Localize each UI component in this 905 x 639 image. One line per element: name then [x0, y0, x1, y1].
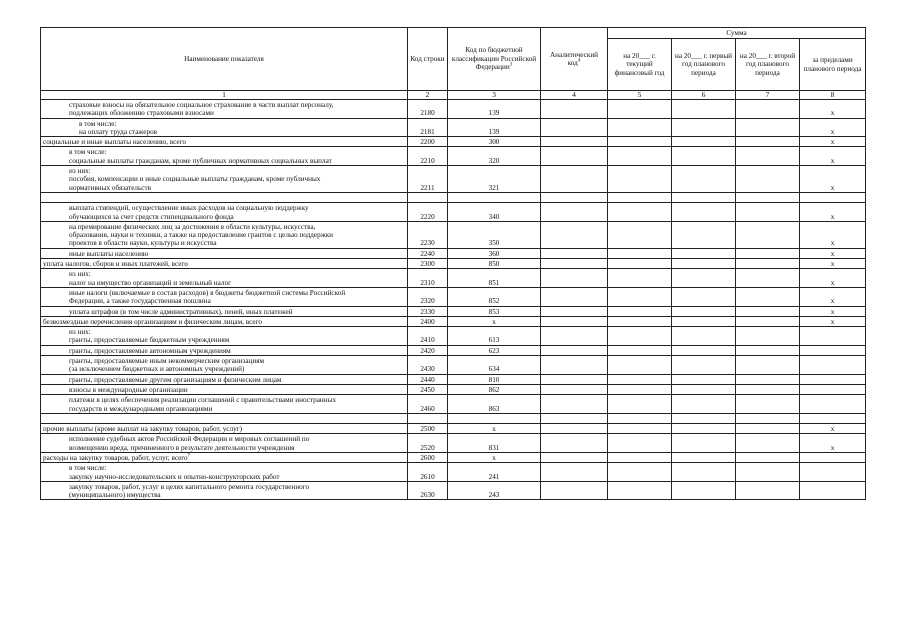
- row-sum-current: [608, 166, 672, 193]
- row-sum-second: [736, 269, 800, 288]
- row-sum-beyond: x: [800, 147, 866, 166]
- row-indicator-name: [41, 147, 408, 166]
- row-name-line: уплата налогов, сборов и иных платежей, всего: [43, 260, 188, 269]
- row-analytic-code: [541, 147, 608, 166]
- column-number: 6: [672, 91, 736, 100]
- row-sum-beyond: [800, 384, 866, 394]
- row-indicator-name: [41, 395, 408, 414]
- row-name-line: в том числе:: [69, 464, 107, 473]
- row-sum-current: [608, 192, 672, 202]
- row-indicator-name: [41, 481, 408, 500]
- header-analytic-footnote: 4: [577, 58, 581, 64]
- row-sum-second: [736, 463, 800, 482]
- budget-expenditure-table: [40, 27, 866, 500]
- table-body: [41, 100, 866, 500]
- row-analytic-code: [541, 434, 608, 453]
- row-sum-beyond: [800, 452, 866, 462]
- row-sum-current: [608, 221, 672, 248]
- row-indicator-name: [41, 316, 408, 326]
- row-budget-code: x: [448, 316, 541, 326]
- row-sum-beyond: [800, 481, 866, 500]
- row-name-line: на премирование физических лиц за достижения в области культуры, искусства,: [69, 222, 316, 231]
- row-name-line: в том числе:: [79, 119, 117, 128]
- row-analytic-code: [541, 203, 608, 222]
- row-name-line: на оплату труда стажеров: [79, 127, 158, 136]
- row-sum-first: [672, 118, 736, 137]
- row-sum-current: [608, 424, 672, 434]
- row-line-code: 2610: [408, 463, 448, 482]
- row-sum-current: [608, 269, 672, 288]
- row-analytic-code: [541, 248, 608, 258]
- row-indicator-name: [41, 269, 408, 288]
- table-row: [41, 269, 866, 288]
- row-sum-current: [608, 316, 672, 326]
- row-budget-code: 613: [448, 327, 541, 346]
- row-analytic-code: [541, 395, 608, 414]
- row-sum-beyond: x: [800, 221, 866, 248]
- row-line-code: [408, 413, 448, 423]
- row-indicator-name: [41, 424, 408, 434]
- row-sum-beyond: [800, 463, 866, 482]
- row-sum-current: [608, 452, 672, 462]
- column-number: 4: [541, 91, 608, 100]
- table-row: [41, 463, 866, 482]
- table-row: [41, 248, 866, 258]
- row-sum-second: [736, 413, 800, 423]
- row-sum-second: [736, 345, 800, 355]
- row-name-line: в том числе:: [69, 148, 107, 157]
- row-sum-second: [736, 374, 800, 384]
- row-sum-current: [608, 345, 672, 355]
- row-sum-second: [736, 192, 800, 202]
- row-sum-first: [672, 192, 736, 202]
- row-sum-current: [608, 374, 672, 384]
- row-name-line: взносы в международные организации: [69, 385, 188, 394]
- row-analytic-code: [541, 374, 608, 384]
- row-indicator-name: [41, 100, 408, 119]
- table-row: [41, 137, 866, 147]
- row-analytic-code: [541, 137, 608, 147]
- row-analytic-code: [541, 306, 608, 316]
- row-analytic-code: [541, 100, 608, 119]
- row-line-code: 2180: [408, 100, 448, 119]
- header-sum: Сумма: [608, 28, 866, 39]
- row-sum-first: [672, 203, 736, 222]
- row-indicator-name: [41, 118, 408, 137]
- row-sum-second: [736, 287, 800, 306]
- row-budget-code: 139: [448, 100, 541, 119]
- row-name-line: социальные и иные выплаты населению, всего: [43, 138, 186, 147]
- table-row: [41, 481, 866, 500]
- row-sum-current: [608, 287, 672, 306]
- row-sum-second: [736, 100, 800, 119]
- table-row: [41, 345, 866, 355]
- row-name-line: обучающихся за счет средств стипендиального фонда: [69, 212, 234, 221]
- row-sum-first: [672, 345, 736, 355]
- row-budget-code: 300: [448, 137, 541, 147]
- row-budget-code: 241: [448, 463, 541, 482]
- row-name-line: возмещению вреда, причиненного в результате деятельности учреждения: [69, 443, 295, 452]
- row-line-code: 2450: [408, 384, 448, 394]
- row-name-line: налог на имущество организаций и земельный налог: [69, 278, 232, 287]
- row-budget-code: 850: [448, 259, 541, 269]
- row-indicator-name: [41, 452, 408, 462]
- header-analytic-code: [541, 28, 608, 91]
- row-budget-code: 862: [448, 384, 541, 394]
- row-sum-beyond: x: [800, 306, 866, 316]
- row-sum-second: [736, 137, 800, 147]
- row-line-code: 2200: [408, 137, 448, 147]
- row-budget-code: x: [448, 452, 541, 462]
- row-name-line: нормативных обязательств: [69, 183, 152, 192]
- row-sum-current: [608, 481, 672, 500]
- row-sum-beyond: [800, 374, 866, 384]
- row-sum-current: [608, 327, 672, 346]
- row-sum-first: [672, 147, 736, 166]
- row-indicator-name: [41, 327, 408, 346]
- row-sum-beyond: [800, 356, 866, 375]
- row-sum-second: [736, 166, 800, 193]
- row-indicator-name: [41, 345, 408, 355]
- row-name-line: из них:: [69, 167, 91, 176]
- row-sum-first: [672, 100, 736, 119]
- header-bcc-text: Код по бюджетной классификации Российской Федерации: [451, 46, 537, 72]
- row-budget-code: 851: [448, 269, 541, 288]
- row-analytic-code: [541, 384, 608, 394]
- row-sum-second: [736, 203, 800, 222]
- row-sum-first: [672, 463, 736, 482]
- table-row: [41, 100, 866, 119]
- row-analytic-code: [541, 221, 608, 248]
- table-row: [41, 434, 866, 453]
- row-sum-second: [736, 316, 800, 326]
- table-row: [41, 166, 866, 193]
- row-indicator-name: [41, 192, 408, 202]
- row-analytic-code: [541, 192, 608, 202]
- row-name-line: исполнение судебных актов Российской Федерации и мировых соглашений по: [69, 435, 310, 444]
- header-beyond-plan: за пределами планового периода: [800, 39, 866, 91]
- header-bcc-footnote: 3: [509, 62, 513, 68]
- row-sum-current: [608, 259, 672, 269]
- table-row: [41, 356, 866, 375]
- table-row: [41, 327, 866, 346]
- row-analytic-code: [541, 463, 608, 482]
- row-line-code: 2520: [408, 434, 448, 453]
- row-line-code: 2230: [408, 221, 448, 248]
- table-row: [41, 306, 866, 316]
- row-name-line: гранты, предоставляемые иным некоммерческим организациям: [69, 357, 265, 366]
- row-sum-second: [736, 395, 800, 414]
- row-analytic-code: [541, 166, 608, 193]
- row-sum-current: [608, 100, 672, 119]
- row-sum-first: [672, 306, 736, 316]
- row-budget-code: 831: [448, 434, 541, 453]
- row-analytic-code: [541, 259, 608, 269]
- row-sum-first: [672, 287, 736, 306]
- row-budget-code: x: [448, 424, 541, 434]
- row-sum-first: [672, 316, 736, 326]
- row-sum-first: [672, 259, 736, 269]
- row-budget-code: 139: [448, 118, 541, 137]
- row-line-code: 2210: [408, 147, 448, 166]
- row-sum-beyond: x: [800, 424, 866, 434]
- row-sum-current: [608, 248, 672, 258]
- row-indicator-name: [41, 137, 408, 147]
- row-name-line: из них:: [69, 270, 91, 279]
- row-name-line: гранты, предоставляемые автономным учреждениям: [69, 346, 231, 355]
- row-line-code: 2240: [408, 248, 448, 258]
- table-row: [41, 147, 866, 166]
- header-line-code: Код строки: [408, 28, 448, 91]
- row-sum-first: [672, 221, 736, 248]
- table-row: [41, 259, 866, 269]
- row-name-line: подлежащих обложению страховыми взносами: [69, 109, 214, 118]
- row-budget-code: 243: [448, 481, 541, 500]
- row-indicator-name: [41, 248, 408, 258]
- row-sum-current: [608, 356, 672, 375]
- table-row: [41, 118, 866, 137]
- row-sum-first: [672, 384, 736, 394]
- table-row: [41, 203, 866, 222]
- row-sum-beyond: x: [800, 100, 866, 119]
- row-name-line: гранты, предоставляемые бюджетным учреждениям: [69, 336, 230, 345]
- row-name-line: (муниципального) имущества: [69, 491, 161, 500]
- row-sum-second: [736, 118, 800, 137]
- table-row: [41, 424, 866, 434]
- row-sum-beyond: [800, 327, 866, 346]
- row-line-code: 2430: [408, 356, 448, 375]
- row-sum-first: [672, 434, 736, 453]
- row-sum-second: [736, 356, 800, 375]
- table-row: [41, 374, 866, 384]
- header-budget-classification-code: [448, 28, 541, 91]
- row-line-code: [408, 192, 448, 202]
- table-row: [41, 452, 866, 462]
- row-sum-beyond: [800, 413, 866, 423]
- row-name-line: пособия, компенсации и иные социальные выплаты гражданам, кроме публичных: [69, 175, 321, 184]
- row-sum-first: [672, 137, 736, 147]
- column-number: 8: [800, 91, 866, 100]
- row-budget-code: [448, 192, 541, 202]
- row-indicator-name: [41, 356, 408, 375]
- row-line-code: 2630: [408, 481, 448, 500]
- row-name-line: платежи в целях обеспечения реализации соглашений с правительствами иностранных: [69, 396, 337, 405]
- row-sum-beyond: x: [800, 259, 866, 269]
- row-indicator-name: [41, 203, 408, 222]
- row-name-line: расходы на закупку товаров, работ, услуг, всего: [43, 453, 188, 462]
- row-sum-second: [736, 259, 800, 269]
- row-name-line: страховые взносы на обязательное социальное страхование в части выплат персоналу,: [69, 101, 334, 109]
- row-analytic-code: [541, 481, 608, 500]
- row-sum-first: [672, 374, 736, 384]
- row-budget-code: 321: [448, 166, 541, 193]
- row-indicator-name: [41, 221, 408, 248]
- row-name-line: иные налоги (включаемые в состав расходов) в бюджеты бюджетной системы Российской: [69, 288, 346, 297]
- row-analytic-code: [541, 327, 608, 346]
- row-name-line: уплата штрафов (в том числе административных), пеней, иных платежей: [69, 307, 293, 316]
- table-row: [41, 221, 866, 248]
- row-indicator-name: [41, 306, 408, 316]
- row-sum-first: [672, 424, 736, 434]
- row-budget-code: 634: [448, 356, 541, 375]
- row-analytic-code: [541, 452, 608, 462]
- row-sum-beyond: [800, 395, 866, 414]
- row-budget-code: 320: [448, 147, 541, 166]
- row-sum-first: [672, 166, 736, 193]
- row-name-line: Федерации, а также государственная пошлина: [69, 297, 211, 306]
- row-analytic-code: [541, 345, 608, 355]
- row-name-line: (за исключением бюджетных и автономных учреждений): [69, 365, 245, 374]
- row-sum-first: [672, 269, 736, 288]
- row-sum-current: [608, 203, 672, 222]
- row-line-code: 2410: [408, 327, 448, 346]
- row-budget-code: 863: [448, 395, 541, 414]
- row-sum-beyond: x: [800, 118, 866, 137]
- row-indicator-name: [41, 434, 408, 453]
- row-sum-current: [608, 395, 672, 414]
- row-budget-code: 340: [448, 203, 541, 222]
- header-first-plan-year: на 20___ г. первый год планового периода: [672, 39, 736, 91]
- row-analytic-code: [541, 269, 608, 288]
- row-line-code: 2330: [408, 306, 448, 316]
- row-sum-second: [736, 327, 800, 346]
- row-sum-second: [736, 424, 800, 434]
- row-name-line: закупку научно-исследовательских и опытно-конструкторских работ: [69, 472, 280, 481]
- row-name-line: образования, науки и техники, а также на предоставление грантов с целью поддержки: [69, 231, 334, 240]
- row-sum-current: [608, 463, 672, 482]
- row-indicator-name: [41, 463, 408, 482]
- row-name-line: гранты, предоставляемые другим организациям и физическим лицам: [69, 375, 282, 384]
- row-analytic-code: [541, 316, 608, 326]
- row-budget-code: 852: [448, 287, 541, 306]
- row-analytic-code: [541, 424, 608, 434]
- row-budget-code: 623: [448, 345, 541, 355]
- row-sum-first: [672, 395, 736, 414]
- column-number: 3: [448, 91, 541, 100]
- row-line-code: 2460: [408, 395, 448, 414]
- row-sum-beyond: x: [800, 166, 866, 193]
- row-name-line: государств и международными организациями: [69, 404, 213, 413]
- row-sum-beyond: x: [800, 316, 866, 326]
- row-indicator-name: [41, 259, 408, 269]
- row-sum-second: [736, 452, 800, 462]
- row-sum-first: [672, 248, 736, 258]
- table-row: [41, 316, 866, 326]
- row-sum-first: [672, 481, 736, 500]
- row-line-code: 2600: [408, 452, 448, 462]
- row-analytic-code: [541, 287, 608, 306]
- row-budget-code: 853: [448, 306, 541, 316]
- row-line-code: 2181: [408, 118, 448, 137]
- row-sum-beyond: [800, 192, 866, 202]
- row-sum-beyond: x: [800, 248, 866, 258]
- row-sum-beyond: x: [800, 434, 866, 453]
- row-line-code: 2440: [408, 374, 448, 384]
- row-sum-first: [672, 327, 736, 346]
- row-indicator-name: [41, 384, 408, 394]
- row-line-code: 2211: [408, 166, 448, 193]
- row-name-line: безвозмездные перечисления организациям и физическим лицам, всего: [43, 317, 262, 326]
- column-number-row: [41, 91, 866, 100]
- row-sum-second: [736, 221, 800, 248]
- row-footnote: 7: [187, 453, 191, 459]
- table-row: [41, 413, 866, 423]
- row-line-code: 2310: [408, 269, 448, 288]
- row-sum-beyond: [800, 345, 866, 355]
- row-line-code: 2500: [408, 424, 448, 434]
- row-sum-second: [736, 481, 800, 500]
- row-analytic-code: [541, 118, 608, 137]
- row-line-code: 2320: [408, 287, 448, 306]
- row-sum-beyond: x: [800, 203, 866, 222]
- row-sum-second: [736, 248, 800, 258]
- header-second-plan-year: на 20___ г. второй год планового периода: [736, 39, 800, 91]
- row-sum-current: [608, 118, 672, 137]
- row-analytic-code: [541, 413, 608, 423]
- row-budget-code: [448, 413, 541, 423]
- column-number: 1: [41, 91, 408, 100]
- row-name-line: иные выплаты населению: [69, 249, 149, 258]
- table-row: [41, 287, 866, 306]
- row-sum-second: [736, 147, 800, 166]
- row-sum-second: [736, 384, 800, 394]
- row-sum-second: [736, 306, 800, 316]
- row-sum-beyond: x: [800, 137, 866, 147]
- column-number: 2: [408, 91, 448, 100]
- row-sum-second: [736, 434, 800, 453]
- row-sum-current: [608, 413, 672, 423]
- row-sum-current: [608, 147, 672, 166]
- row-sum-current: [608, 384, 672, 394]
- row-sum-current: [608, 137, 672, 147]
- column-number: 5: [608, 91, 672, 100]
- row-name-line: проектов в области науки, культуры и искусства: [69, 239, 217, 248]
- header-current-year: на 20___ г. текущий финансовый год: [608, 39, 672, 91]
- table-row: [41, 395, 866, 414]
- row-line-code: 2420: [408, 345, 448, 355]
- row-name-line: закупку товаров, работ, услуг в целях капитального ремонта государственного: [69, 482, 310, 491]
- row-sum-first: [672, 356, 736, 375]
- row-sum-current: [608, 434, 672, 453]
- row-name-line: прочие выплаты (кроме выплат на закупку товаров, работ, услуг): [43, 425, 243, 434]
- row-sum-first: [672, 452, 736, 462]
- row-analytic-code: [541, 356, 608, 375]
- row-name-line: из них:: [69, 328, 91, 337]
- row-line-code: 2300: [408, 259, 448, 269]
- row-line-code: 2400: [408, 316, 448, 326]
- row-budget-code: 360: [448, 248, 541, 258]
- row-sum-beyond: x: [800, 269, 866, 288]
- row-sum-current: [608, 306, 672, 316]
- column-number: 7: [736, 91, 800, 100]
- row-line-code: 2220: [408, 203, 448, 222]
- header-analytic-text: Аналитический код: [549, 50, 599, 67]
- table-row: [41, 384, 866, 394]
- row-name-line: выплата стипендий, осуществление иных расходов на социальную поддержку: [69, 204, 309, 213]
- row-budget-code: 350: [448, 221, 541, 248]
- row-indicator-name: [41, 374, 408, 384]
- table-row: [41, 192, 866, 202]
- row-sum-beyond: x: [800, 287, 866, 306]
- row-indicator-name: [41, 413, 408, 423]
- row-indicator-name: [41, 287, 408, 306]
- header-indicator-name: Наименование показателя: [41, 28, 408, 91]
- row-budget-code: 810: [448, 374, 541, 384]
- row-sum-first: [672, 413, 736, 423]
- row-name-line: социальные выплаты гражданам, кроме публичных нормативных социальных выплат: [69, 156, 332, 165]
- row-indicator-name: [41, 166, 408, 193]
